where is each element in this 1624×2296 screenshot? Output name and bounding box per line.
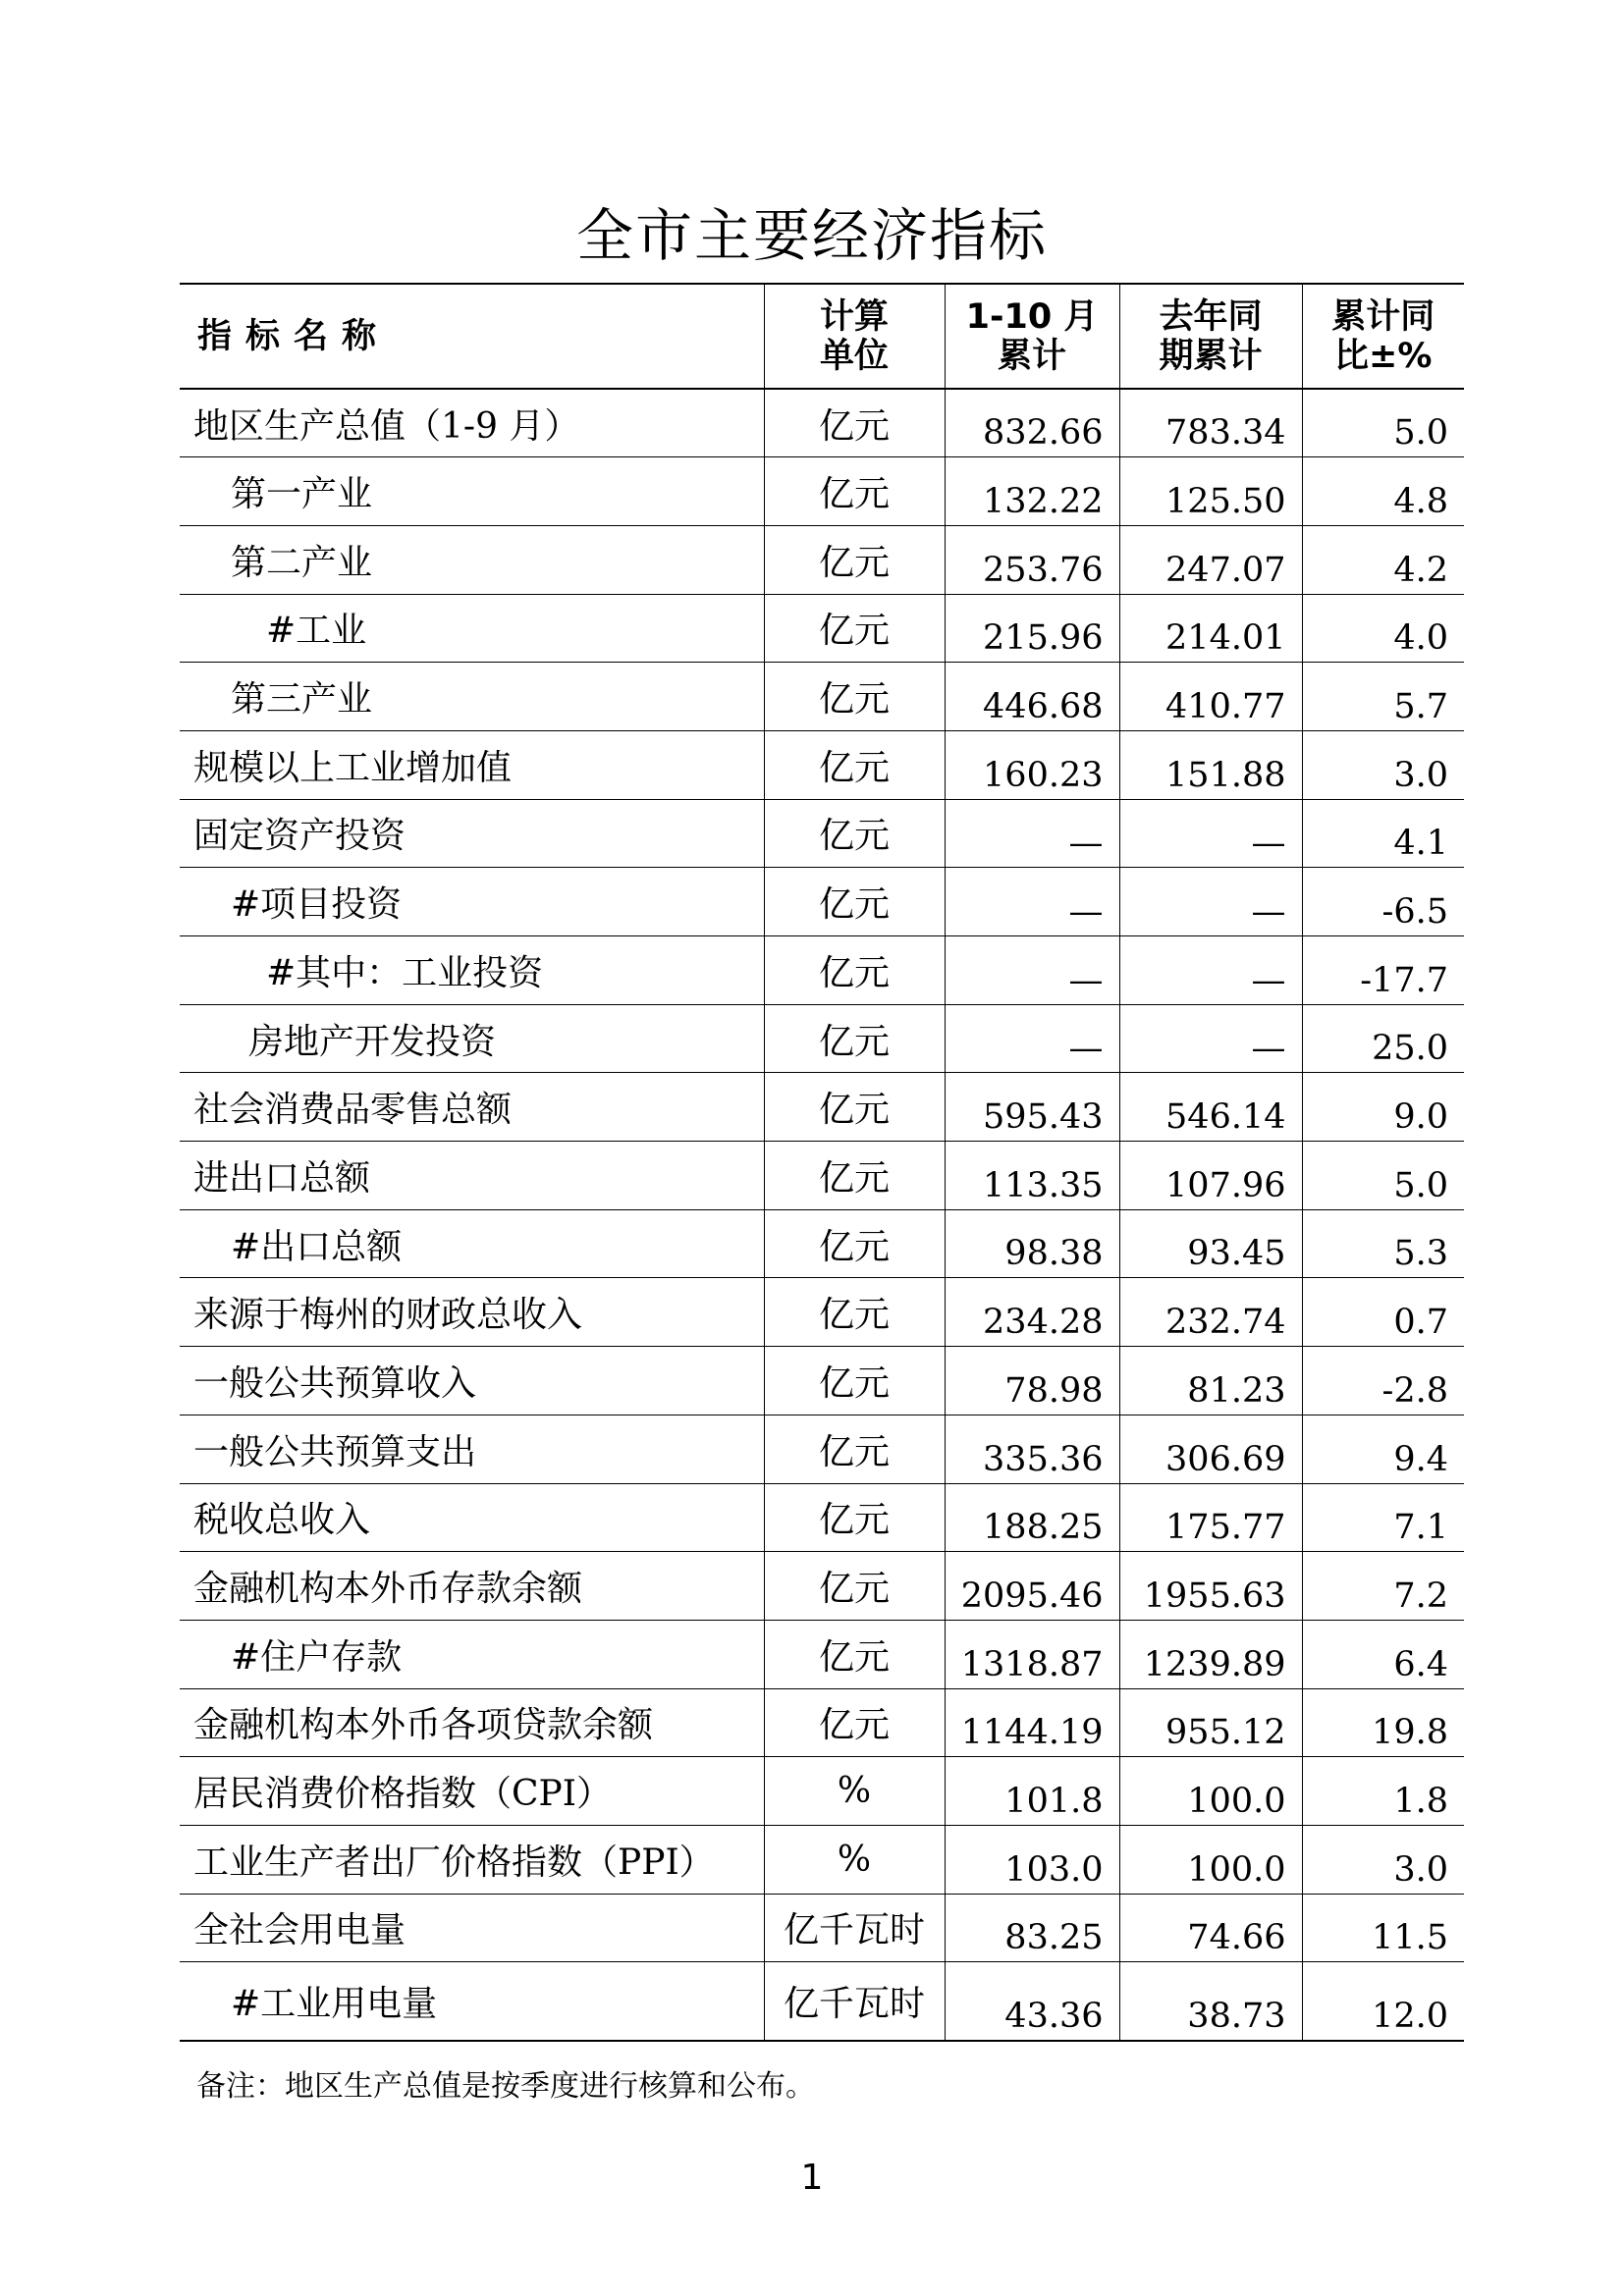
header-yoy-change [1302, 284, 1464, 389]
prev-value: 100.0 [1119, 1757, 1302, 1826]
current-value: 83.25 [945, 1894, 1119, 1962]
indicator-unit: 亿元 [764, 1688, 945, 1757]
prev-value: 175.77 [1119, 1483, 1302, 1552]
yoy-value: 3.0 [1302, 730, 1464, 799]
prev-value: — [1119, 868, 1302, 936]
indicator-name: 居民消费价格指数（CPI） [180, 1757, 764, 1826]
indicator-name: 固定资产投资 [180, 799, 764, 868]
current-value: — [945, 936, 1119, 1005]
yoy-value: 11.5 [1302, 1894, 1464, 1962]
yoy-value: 4.1 [1302, 799, 1464, 868]
indicator-unit: 亿元 [764, 799, 945, 868]
indicator-name: #出口总额 [180, 1209, 764, 1278]
current-value: 1144.19 [945, 1688, 1119, 1757]
indicator-name: 一般公共预算收入 [180, 1347, 764, 1415]
indicator-unit: 亿元 [764, 936, 945, 1005]
current-value: 595.43 [945, 1073, 1119, 1142]
current-value: 132.22 [945, 457, 1119, 526]
current-value: 113.35 [945, 1142, 1119, 1210]
yoy-value: 5.0 [1302, 389, 1464, 457]
table-row [180, 1142, 1464, 1210]
table-row [180, 1483, 1464, 1552]
indicator-name: 社会消费品零售总额 [180, 1073, 764, 1142]
indicator-unit: 亿千瓦时 [764, 1894, 945, 1962]
indicator-name: #工业 [180, 594, 764, 663]
prev-value: 232.74 [1119, 1278, 1302, 1347]
prev-value: — [1119, 936, 1302, 1005]
yoy-value: 5.3 [1302, 1209, 1464, 1278]
prev-value: 93.45 [1119, 1209, 1302, 1278]
indicator-unit: % [764, 1757, 945, 1826]
prev-value: 410.77 [1119, 663, 1302, 731]
yoy-value: 6.4 [1302, 1620, 1464, 1688]
prev-value: 306.69 [1119, 1415, 1302, 1483]
table-row [180, 457, 1464, 526]
indicator-unit: 亿元 [764, 1483, 945, 1552]
current-value: 188.25 [945, 1483, 1119, 1552]
header-current-line1: 1-10 月 [965, 296, 1099, 337]
indicator-unit: 亿元 [764, 1620, 945, 1688]
table-row [180, 1620, 1464, 1688]
indicator-unit: 亿元 [764, 594, 945, 663]
indicator-name: 金融机构本外币各项贷款余额 [180, 1688, 764, 1757]
current-value: 234.28 [945, 1278, 1119, 1347]
table-row [180, 1757, 1464, 1826]
table-row [180, 730, 1464, 799]
current-value: 253.76 [945, 525, 1119, 594]
table-row [180, 525, 1464, 594]
prev-value: 955.12 [1119, 1688, 1302, 1757]
yoy-value: 4.8 [1302, 457, 1464, 526]
prev-value: 783.34 [1119, 389, 1302, 457]
table-row [180, 868, 1464, 936]
current-value: 446.68 [945, 663, 1119, 731]
indicator-name: #住户存款 [180, 1620, 764, 1688]
table-row [180, 1688, 1464, 1757]
yoy-value: -2.8 [1302, 1347, 1464, 1415]
table-row [180, 1209, 1464, 1278]
yoy-value: 5.7 [1302, 663, 1464, 731]
indicator-unit: 亿元 [764, 1142, 945, 1210]
indicator-name: 进出口总额 [180, 1142, 764, 1210]
header-prev-line2: 期累计 [1159, 336, 1263, 376]
table-row [180, 1894, 1464, 1962]
header-indicator-name: 指标名称 [180, 284, 764, 389]
indicator-unit: 亿千瓦时 [764, 1962, 945, 2041]
prev-value: 1239.89 [1119, 1620, 1302, 1688]
header-current-cumulative [945, 284, 1119, 389]
current-value: 215.96 [945, 594, 1119, 663]
current-value: 2095.46 [945, 1552, 1119, 1621]
current-value: 78.98 [945, 1347, 1119, 1415]
header-unit-line1: 计算 [819, 296, 889, 337]
indicator-unit: 亿元 [764, 868, 945, 936]
indicator-unit: 亿元 [764, 730, 945, 799]
indicator-unit: 亿元 [764, 525, 945, 594]
indicator-unit: 亿元 [764, 1278, 945, 1347]
current-value: 160.23 [945, 730, 1119, 799]
header-yoy-line1: 累计同 [1331, 296, 1435, 337]
yoy-value: 25.0 [1302, 1004, 1464, 1073]
yoy-value: 1.8 [1302, 1757, 1464, 1826]
current-value: — [945, 1004, 1119, 1073]
prev-value: 247.07 [1119, 525, 1302, 594]
yoy-value: 0.7 [1302, 1278, 1464, 1347]
indicator-unit: 亿元 [764, 1415, 945, 1483]
indicator-name: 金融机构本外币存款余额 [180, 1552, 764, 1621]
indicator-unit: 亿元 [764, 663, 945, 731]
yoy-value: 5.0 [1302, 1142, 1464, 1210]
yoy-value: 7.1 [1302, 1483, 1464, 1552]
table-row [180, 1552, 1464, 1621]
yoy-value: 9.0 [1302, 1073, 1464, 1142]
table-row [180, 1004, 1464, 1073]
table-row [180, 936, 1464, 1005]
header-unit-line2: 单位 [819, 336, 889, 376]
indicator-name: 第三产业 [180, 663, 764, 731]
header-yoy-line2: 比±% [1334, 336, 1433, 376]
current-value: 101.8 [945, 1757, 1119, 1826]
prev-value: 151.88 [1119, 730, 1302, 799]
indicator-name: 第一产业 [180, 457, 764, 526]
table-row [180, 799, 1464, 868]
indicator-name: 一般公共预算支出 [180, 1415, 764, 1483]
prev-value: 214.01 [1119, 594, 1302, 663]
current-value: — [945, 799, 1119, 868]
yoy-value: 12.0 [1302, 1962, 1464, 2041]
table-row [180, 1347, 1464, 1415]
indicator-name: #其中：工业投资 [180, 936, 764, 1005]
indicators-table [180, 283, 1464, 2042]
prev-value: — [1119, 799, 1302, 868]
table-row [180, 1073, 1464, 1142]
indicator-name: 房地产开发投资 [180, 1004, 764, 1073]
prev-value: — [1119, 1004, 1302, 1073]
indicator-name: 第二产业 [180, 525, 764, 594]
indicator-name: 全社会用电量 [180, 1894, 764, 1962]
prev-value: 100.0 [1119, 1825, 1302, 1894]
current-value: 1318.87 [945, 1620, 1119, 1688]
current-value: 335.36 [945, 1415, 1119, 1483]
table-row [180, 594, 1464, 663]
current-value: 43.36 [945, 1962, 1119, 2041]
header-prev-line1: 去年同 [1159, 296, 1263, 337]
table-row [180, 389, 1464, 457]
yoy-value: 9.4 [1302, 1415, 1464, 1483]
current-value: 832.66 [945, 389, 1119, 457]
yoy-value: 3.0 [1302, 1825, 1464, 1894]
yoy-value: 19.8 [1302, 1688, 1464, 1757]
indicator-name: 规模以上工业增加值 [180, 730, 764, 799]
indicator-unit: 亿元 [764, 457, 945, 526]
header-unit [764, 284, 945, 389]
prev-value: 74.66 [1119, 1894, 1302, 1962]
indicator-unit: % [764, 1825, 945, 1894]
current-value: 98.38 [945, 1209, 1119, 1278]
indicator-name: 地区生产总值（1-9 月） [180, 389, 764, 457]
yoy-value: -6.5 [1302, 868, 1464, 936]
table-header-row [180, 284, 1464, 389]
yoy-value: 4.2 [1302, 525, 1464, 594]
prev-value: 1955.63 [1119, 1552, 1302, 1621]
page-title: 全市主要经济指标 [575, 202, 1048, 269]
indicator-name: 税收总收入 [180, 1483, 764, 1552]
indicator-name: #项目投资 [180, 868, 764, 936]
prev-value: 38.73 [1119, 1962, 1302, 2041]
table-row [180, 1278, 1464, 1347]
prev-value: 81.23 [1119, 1347, 1302, 1415]
prev-value: 546.14 [1119, 1073, 1302, 1142]
current-value: 103.0 [945, 1825, 1119, 1894]
indicator-name: #工业用电量 [180, 1962, 764, 2041]
indicator-unit: 亿元 [764, 1073, 945, 1142]
table-row [180, 1415, 1464, 1483]
page-number: 1 [800, 2158, 824, 2198]
yoy-value: 4.0 [1302, 594, 1464, 663]
indicator-unit: 亿元 [764, 389, 945, 457]
footnote: 备注：地区生产总值是按季度进行核算和公布。 [196, 2069, 815, 2104]
indicator-unit: 亿元 [764, 1004, 945, 1073]
indicator-name: 来源于梅州的财政总收入 [180, 1278, 764, 1347]
indicator-unit: 亿元 [764, 1552, 945, 1621]
table-row [180, 663, 1464, 731]
indicator-unit: 亿元 [764, 1347, 945, 1415]
yoy-value: -17.7 [1302, 936, 1464, 1005]
indicator-unit: 亿元 [764, 1209, 945, 1278]
yoy-value: 7.2 [1302, 1552, 1464, 1621]
current-value: — [945, 868, 1119, 936]
table-row [180, 1962, 1464, 2041]
table-row [180, 1825, 1464, 1894]
prev-value: 125.50 [1119, 457, 1302, 526]
header-prev-cumulative [1119, 284, 1302, 389]
header-current-line2: 累计 [997, 336, 1066, 376]
indicator-name: 工业生产者出厂价格指数（PPI） [180, 1825, 764, 1894]
prev-value: 107.96 [1119, 1142, 1302, 1210]
